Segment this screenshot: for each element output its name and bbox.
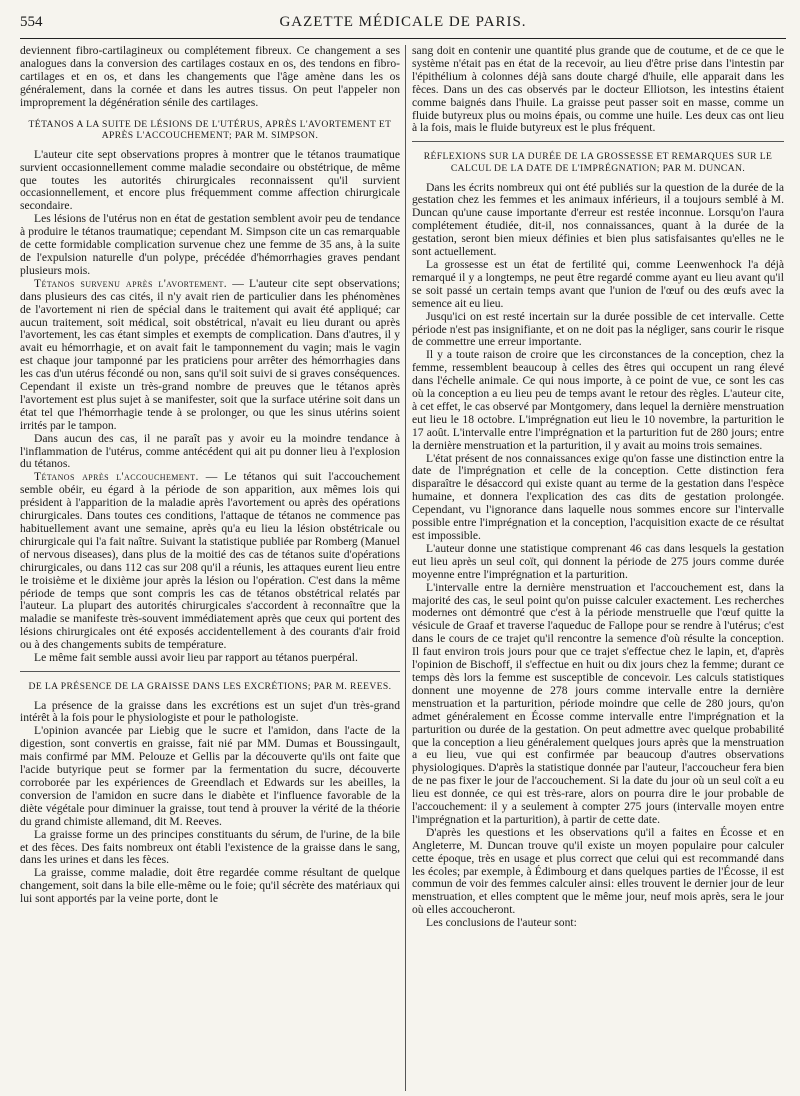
- paragraph: [20, 278, 400, 433]
- paragraph: L'auteur cite sept observations propres à montrer que le tétanos traumatique survient occasionnellement comme maladie secondaire ou obstétrique, de même que toutes les autorités chirurgicales reconnaissent qu'il survient occasionnellement, et encore plus fréquemment comme affection chirurgicale secondaire.: [20, 147, 400, 213]
- paragraph: La présence de la graisse dans les excrétions est un sujet d'un très-grand intérêt à la fois pour le physiologiste et pour le pathologiste.: [20, 698, 400, 725]
- section-divider: [412, 141, 784, 142]
- paragraph: L'état présent de nos connaissances exige qu'on fasse une distinction entre la date de l'imprégnation et celle de la conception. Cette distinction fera disparaître le désaccord qui existe quant au terme de la gestation dans l'espèce humaine, et donnera l'explication des cas dits de gestation prolongée. Cependant, vu l'ignorance dans laquelle nous sommes encore sur l'intervalle possible entre l'imprégnation et la conception, l'acquisition exacte de ce résultat est impossible.: [412, 451, 784, 542]
- paragraph: Dans les écrits nombreux qui ont été publiés sur la question de la durée de la gestation chez les femmes et les animaux inférieurs, il a toujours semblé à M. Duncan qu'une cause importante d'erreur est restée inconnue. Lorsqu'on l'aura complétement étudiée, dit-il, nos connaissances, quant à la durée de la gestation, seront bien mieux définies et bien plus satisfaisantes qu'elles ne le sont actuellement.: [412, 180, 784, 259]
- paragraph-lead: Tétanos après l'accouchement.: [34, 470, 199, 484]
- paragraph: Il y a toute raison de croire que les circonstances de la conception, chez la femme, ressemblent beaucoup à celles des êtres qui occupent un rang élevé dans l'échelle animale. Ce qui nous importe, à ce point de vue, ce sont les cas où la conception a eu lieu peu de temps avant le retour des règles. L'auteur cite, à cet effet, le cas observé par Montgomery, dans lequel la dernière menstruation eut lieu le 18 octobre. L'imprégnation eut lieu le 10 novembre, la parturition le 17 août. L'intervalle entre l'imprégnation et la parturition fut de 280 jours; entre la dernière menstruation et la parturition, il y avait au moins trois semaines.: [412, 348, 784, 452]
- paragraph: D'après les questions et les observations qu'il a faites en Écosse et en Angleterre, M. Duncan trouve qu'il existe un moyen populaire pour calculer cette époque, très en usage et plus correct que celui qui est recommandé dans les écoles; par exemple, à Édimbourg et dans quelques parties de l'Écosse, il est commun de voir des femmes calculer ainsi: elles trouvent le dernier jour de leur menstruation, et elles comptent que le même jour, neuf mois après, sera le jour où elles accoucheront.: [412, 825, 784, 917]
- paragraph-lead: Tétanos survenu après l'avortement.: [34, 276, 228, 290]
- paragraph: La grossesse est un état de fertilité qui, comme Leenwenhock l'a déjà remarqué il y a longtemps, ne peut être regardé comme ayant eu lieu avant qu'il se soit passé un certain temps avant que l'union de l'œuf ou des œufs avec la semence ait eu lieu.: [412, 257, 784, 310]
- left-column: [20, 45, 400, 1091]
- paragraph: [20, 471, 400, 652]
- journal-title: GAZETTE MÉDICALE DE PARIS.: [279, 14, 527, 30]
- paragraph: La graisse forme un des principes constituants du sérum, de l'urine, de la bile et des fèces. Des faits nombreux ont établi l'existence de la graisse dans le sang, dans les urines et dans les fèces.: [20, 827, 400, 867]
- paragraph: deviennent fibro-cartilagineux ou complétement fibreux. Ce changement a ses analogues dans la conversion des cartilages costaux en os, des tendons en fibro-cartilages et en os, et dans les changements que l'âge amène dans les os généralement, dans la cornée et dans les autres tissus. On peut l'appeler non improprement la dégénération sénile des cartilages.: [20, 45, 400, 109]
- column-rule: [405, 45, 406, 1091]
- paragraph-body: — L'auteur cite sept observations; dans plusieurs des cas cités, il n'y avait rien de particulier dans les phénomènes de l'avortement ni rien de spécial dans le traitement qui avait été appliqué; car aucun traitement, soit médical, soit obstétrical, n'avait eu lieu durant ou après l'avortement, les cas étant simples et exempts de complication. Dans d'autres, il y avait eu hémorrhagie, et on avait fait le tamponnement du vagin; mais le vagin est chaque jour tamponné par les praticiens pour arrêter des hémorrhagies dans les cas d'un utérus fécondé ou non, sans qu'il soit suivi de si graves conséquences. Cependant il existe un très-grand nombre de preuves que le tétanos après l'avortement est plus sujet à se manifester, soit que la surface utérine soit dans un état tel que l'hémorrhagie tende à se prolonger, ou que les sinus utérins soient irrités par le tampon.: [20, 276, 400, 432]
- section-title-simpson: TÉTANOS A LA SUITE DE LÉSIONS DE L'UTÉRUS, APRÈS L'AVORTEMENT ET APRÈS L'ACCOUCHEMENT; PAR M. SIMPSON.: [28, 118, 392, 142]
- paragraph: Dans aucun des cas, il ne paraît pas y avoir eu la moindre tendance à l'inflammation de l'utérus, comme antécédent qui ait pu donner lieu à l'explosion du tétanos.: [20, 431, 400, 471]
- paragraph: Jusqu'ici on est resté incertain sur la durée possible de cet intervalle. Cette période n'est pas insignifiante, et on ne doit pas la négliger, sans courir le risque de commettre une erreur importante.: [412, 309, 784, 349]
- paragraph: Les conclusions de l'auteur sont:: [426, 916, 577, 930]
- paragraph: La graisse, comme maladie, doit être regardée comme résultant de quelque changement, soit dans la bile elle-même ou le foie; qu'il sécrète des matériaux qui lui sont apportés par la veine porte, dont le: [20, 866, 400, 906]
- right-column: [412, 45, 784, 1091]
- paragraph: Le même fait semble aussi avoir lieu par rapport au tétanos puerpéral.: [34, 651, 358, 665]
- section-title-duncan: RÉFLEXIONS SUR LA DURÉE DE LA GROSSESSE ET REMARQUES SUR LE CALCUL DE LA DATE DE L'IMPRÉGNATION; PAR M. DUNCAN.: [423, 151, 773, 174]
- running-header: [20, 14, 786, 39]
- paragraph: sang doit en contenir une quantité plus grande que de coutume, et de ce que le système n'était pas en état de la recevoir, au lieu d'être prise dans l'intestin par l'épithélium à colonnes déjà sans doute chargé d'huile, elle apparait dans les fèces. Dans un des cas observés par le docteur Elliotson, les intestins étaient comme baignés dans l'huile. La graisse peut passer soit en masse, comme un fluide butyreux plus ou moins épais, ou comme une huile. Les deux cas ont lieu à la fois, mais le fluide butyreux est le plus fréquent.: [412, 45, 784, 135]
- paragraph: Les lésions de l'utérus non en état de gestation semblent avoir peu de tendance à produire le tétanos traumatique; cependant M. Simpson cite un cas remarquable de cette formidable complication survenue chez une femme de 35 ans, à la suite de l'expulsion naturelle d'un polype, précédée d'hémorrhagies graves pendant plusieurs mois.: [20, 212, 400, 277]
- paragraph: L'intervalle entre la dernière menstruation et l'accouchement est, dans la majorité des cas, le seul point qu'on puisse calculer exactement. Les recherches modernes ont démontré que c'est à la période menstruelle que l'œuf quitte la vésicule de Graaf et traverse l'aqueduc de Fallope pour se rendre à l'utérus; c'est dans le cours de ce trajet qu'il rencontre la semence d'où résulte la conception. Il faut environ trois jours pour que ce trajet s'effectue chez le lapin, et, d'après l'opinion de Bischoff, il s'effectue en huit ou dix jours chez la femme; durant ce temps dès lors la femme est susceptible de concevoir. Les calculs statistiques donnent une moyenne de 278 jours comme intervalle entre la dernière menstruation et la parturition, période moindre que celle de 280 jours, qu'on admet généralement en Écosse comme intervalle entre l'imprégnation et la parturition ou durée de la gestation. On peut admettre avec quelque probabilité que la conception a lieu généralement quelques jours après que la menstruation a eu lieu, vue qui est confirmée par beaucoup d'autres observations physiologiques. D'après la statistique donnée par l'auteur, l'accoucheur fera bien de ne pas fixer le jour de l'accouchement. Si la date du jour où un seul coït a eu lieu est donnée, ce qui est très-rare, alors on pourra dire le jour probable de l'accouchement: il y a seulement à compter 275 jours (intervalle moyen entre l'imprégnation et la parturition), à partir de cette date.: [412, 580, 784, 826]
- section-divider: [20, 671, 400, 672]
- paragraph-body: — Le tétanos qui suit l'accouchement semble obéir, eu égard à la période de son apparition, aux mêmes lois qui président à l'apparition de la maladie après l'avortement ou après des opérations chirurgicales. Dans toutes ces conditions, l'attaque de tétanos ne commence pas habituellement avant une semaine, après qu'a eu lieu la lésion obstétricale ou chirurgicale qui l'a fait naître. Suivant la statistique publiée par Romberg (Manuel of nervous diseases), dans plus de la moitié des cas de tétanos suite d'opérations chirurgicales, ou dans 112 cas sur 208 qu'il a réunis, les attaques eurent lieu entre le troisième et le dixième jour après la lésion ou l'opération. C'est dans la même période de temps que sont compris les cas de tétanos obstétrical relatés par l'auteur. La plupart des autorités chirurgicales s'accordent à reconnaître que la maladie se manifeste très-souvent immédiatement après que ceux qui portent des lésions chirurgicales ont été exposés accidentellement à des courants d'air froid ou à des changements subits de température.: [20, 470, 400, 652]
- section-title-reeves: DE LA PRÉSENCE DE LA GRAISSE DANS LES EXCRÉTIONS; PAR M. REEVES.: [28, 680, 392, 692]
- paragraph: L'auteur donne une statistique comprenant 46 cas dans lesquels la gestation eut lieu après un seul coït, qui donnent la période de 275 jours comme durée moyenne entre l'imprégnation et la parturition.: [412, 541, 784, 581]
- paragraph: L'opinion avancée par Liebig que le sucre et l'amidon, dans l'acte de la digestion, sont convertis en graisse, fait nié par MM. Dumas et Boussingault, mais confirmé par MM. Pelouze et Gellis par la découverte qu'ils ont faite que l'acide butyrique peut se former par la fermentation du sucre, découverte corroborée par les expériences de Greendlach et Edwards sur les abeilles, la conversion de l'amidon en sucre dans le diabète et l'influence favorable de la diète végétale pour diminuer la graisse, tout tend à prouver la vérité de la théorie du grand chimiste allemand, dit M. Reeves.: [20, 724, 400, 828]
- page-number: 554: [20, 14, 43, 30]
